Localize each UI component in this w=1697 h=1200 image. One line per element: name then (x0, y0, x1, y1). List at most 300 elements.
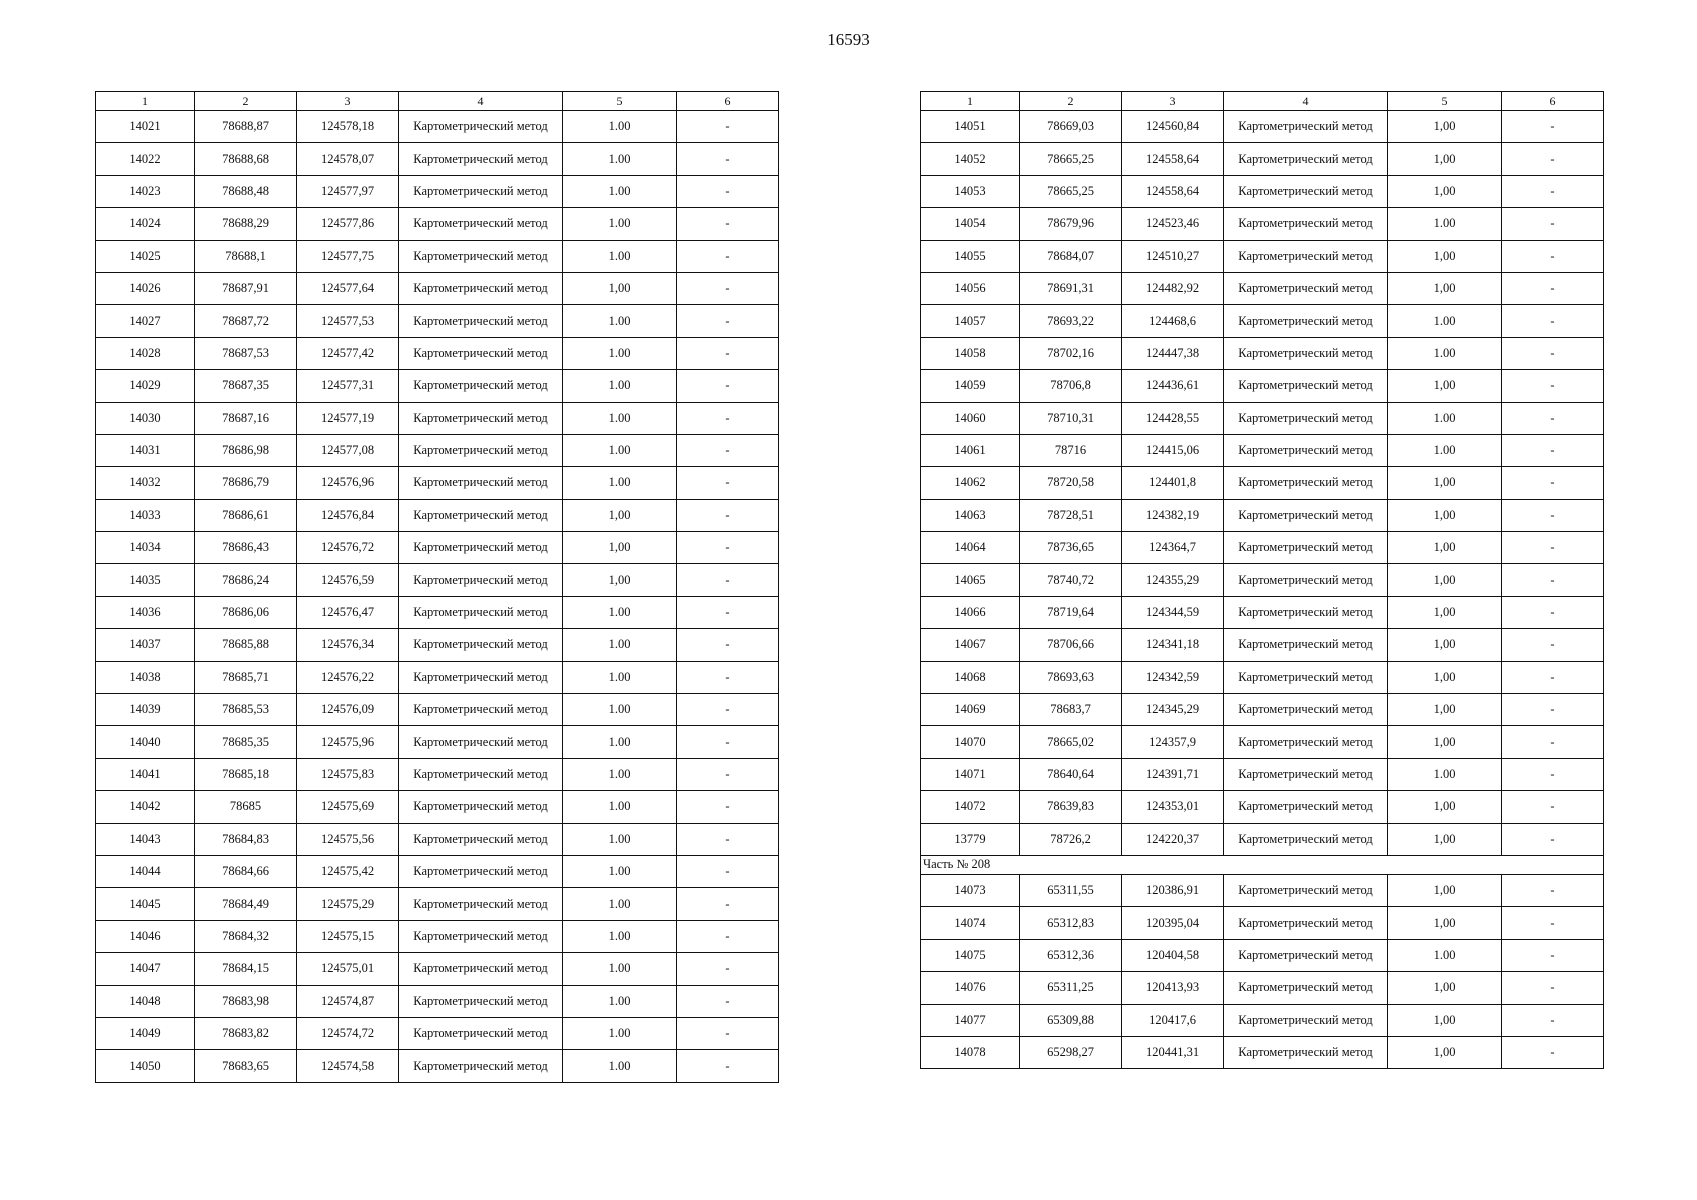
y-coordinate-cell: 124574,72 (297, 1017, 399, 1049)
part-label: Часть № 208 (921, 855, 1604, 874)
x-coordinate-cell: 78688,48 (195, 175, 297, 207)
table-row (921, 596, 1604, 628)
note-cell: - (1502, 972, 1604, 1004)
accuracy-cell: 1,00 (1388, 370, 1502, 402)
table-row (96, 629, 779, 661)
table-row (96, 111, 779, 143)
x-coordinate-cell: 78686,98 (195, 434, 297, 466)
method-cell: Картометрический метод (1224, 564, 1388, 596)
y-coordinate-cell: 124577,08 (297, 434, 399, 466)
table-row (96, 920, 779, 952)
x-coordinate-cell: 78686,06 (195, 596, 297, 628)
x-coordinate-cell: 78687,72 (195, 305, 297, 337)
accuracy-cell: 1.00 (563, 208, 677, 240)
note-cell: - (677, 661, 779, 693)
x-coordinate-cell: 78639,83 (1020, 791, 1122, 823)
table-row (96, 272, 779, 304)
method-cell: Картометрический метод (399, 855, 563, 887)
table-row (96, 823, 779, 855)
point-number-cell: 14061 (921, 434, 1020, 466)
method-cell: Картометрический метод (1224, 823, 1388, 855)
method-cell: Картометрический метод (399, 1017, 563, 1049)
note-cell: - (1502, 467, 1604, 499)
x-coordinate-cell: 65309,88 (1020, 1004, 1122, 1036)
y-coordinate-cell: 124575,83 (297, 758, 399, 790)
x-coordinate-cell: 78684,15 (195, 953, 297, 985)
x-coordinate-cell: 78684,32 (195, 920, 297, 952)
point-number-cell: 14041 (96, 758, 195, 790)
y-coordinate-cell: 124575,29 (297, 888, 399, 920)
point-number-cell: 14026 (96, 272, 195, 304)
table-row (96, 370, 779, 402)
method-cell: Картометрический метод (399, 661, 563, 693)
accuracy-cell: 1,00 (1388, 629, 1502, 661)
method-cell: Картометрический метод (1224, 1036, 1388, 1068)
column-header-3: 3 (1122, 92, 1224, 111)
accuracy-cell: 1,00 (1388, 1004, 1502, 1036)
point-number-cell: 14077 (921, 1004, 1020, 1036)
x-coordinate-cell: 78688,68 (195, 143, 297, 175)
accuracy-cell: 1.00 (563, 661, 677, 693)
table-row (96, 855, 779, 887)
method-cell: Картометрический метод (1224, 532, 1388, 564)
point-number-cell: 14022 (96, 143, 195, 175)
x-coordinate-cell: 65311,55 (1020, 874, 1122, 906)
table-row (921, 532, 1604, 564)
note-cell: - (677, 629, 779, 661)
x-coordinate-cell: 78683,65 (195, 1050, 297, 1082)
table-row (921, 972, 1604, 1004)
point-number-cell: 14067 (921, 629, 1020, 661)
table-row (921, 1004, 1604, 1036)
accuracy-cell: 1.00 (563, 823, 677, 855)
y-coordinate-cell: 120417,6 (1122, 1004, 1224, 1036)
y-coordinate-cell: 124415,06 (1122, 434, 1224, 466)
point-number-cell: 14055 (921, 240, 1020, 272)
point-number-cell: 14078 (921, 1036, 1020, 1068)
x-coordinate-cell: 78686,43 (195, 532, 297, 564)
y-coordinate-cell: 120386,91 (1122, 874, 1224, 906)
accuracy-cell: 1.00 (563, 1017, 677, 1049)
accuracy-cell: 1.00 (563, 434, 677, 466)
accuracy-cell: 1.00 (563, 758, 677, 790)
x-coordinate-cell: 78685,53 (195, 694, 297, 726)
x-coordinate-cell: 78669,03 (1020, 111, 1122, 143)
method-cell: Картометрический метод (1224, 629, 1388, 661)
y-coordinate-cell: 124576,34 (297, 629, 399, 661)
x-coordinate-cell: 78710,31 (1020, 402, 1122, 434)
method-cell: Картометрический метод (399, 1050, 563, 1082)
table-row (921, 240, 1604, 272)
table-row (921, 337, 1604, 369)
table-row (96, 985, 779, 1017)
method-cell: Картометрический метод (399, 175, 563, 207)
note-cell: - (677, 305, 779, 337)
accuracy-cell: 1,00 (1388, 467, 1502, 499)
note-cell: - (1502, 305, 1604, 337)
table-row (96, 175, 779, 207)
table-row (921, 272, 1604, 304)
accuracy-cell: 1,00 (1388, 499, 1502, 531)
y-coordinate-cell: 120395,04 (1122, 907, 1224, 939)
table-row (921, 467, 1604, 499)
accuracy-cell: 1.00 (1388, 402, 1502, 434)
point-number-cell: 14051 (921, 111, 1020, 143)
y-coordinate-cell: 124575,01 (297, 953, 399, 985)
table-row (921, 143, 1604, 175)
x-coordinate-cell: 78686,24 (195, 564, 297, 596)
y-coordinate-cell: 124391,71 (1122, 758, 1224, 790)
y-coordinate-cell: 124364,7 (1122, 532, 1224, 564)
accuracy-cell: 1,00 (1388, 823, 1502, 855)
x-coordinate-cell: 78684,49 (195, 888, 297, 920)
y-coordinate-cell: 124578,07 (297, 143, 399, 175)
table-row (96, 434, 779, 466)
y-coordinate-cell: 124355,29 (1122, 564, 1224, 596)
x-coordinate-cell: 65298,27 (1020, 1036, 1122, 1068)
point-number-cell: 14075 (921, 939, 1020, 971)
method-cell: Картометрический метод (1224, 111, 1388, 143)
note-cell: - (677, 1017, 779, 1049)
accuracy-cell: 1.00 (563, 467, 677, 499)
method-cell: Картометрический метод (1224, 143, 1388, 175)
point-number-cell: 14034 (96, 532, 195, 564)
point-number-cell: 14029 (96, 370, 195, 402)
table-row (921, 499, 1604, 531)
point-number-cell: 14057 (921, 305, 1020, 337)
note-cell: - (677, 1050, 779, 1082)
point-number-cell: 14047 (96, 953, 195, 985)
method-cell: Картометрический метод (399, 337, 563, 369)
accuracy-cell: 1.00 (563, 240, 677, 272)
column-header-4: 4 (1224, 92, 1388, 111)
header-row (96, 92, 779, 111)
method-cell: Картометрический метод (399, 758, 563, 790)
note-cell: - (1502, 1004, 1604, 1036)
note-cell: - (677, 111, 779, 143)
y-coordinate-cell: 124447,38 (1122, 337, 1224, 369)
x-coordinate-cell: 78716 (1020, 434, 1122, 466)
method-cell: Картометрический метод (1224, 596, 1388, 628)
y-coordinate-cell: 124577,42 (297, 337, 399, 369)
note-cell: - (1502, 661, 1604, 693)
table-row (96, 953, 779, 985)
point-number-cell: 14046 (96, 920, 195, 952)
accuracy-cell: 1,00 (1388, 694, 1502, 726)
x-coordinate-cell: 78665,25 (1020, 175, 1122, 207)
method-cell: Картометрический метод (399, 823, 563, 855)
y-coordinate-cell: 124576,84 (297, 499, 399, 531)
x-coordinate-cell: 78684,83 (195, 823, 297, 855)
note-cell: - (1502, 629, 1604, 661)
table-row (921, 874, 1604, 906)
method-cell: Картометрический метод (399, 920, 563, 952)
accuracy-cell: 1,00 (1388, 1036, 1502, 1068)
x-coordinate-cell: 78706,8 (1020, 370, 1122, 402)
note-cell: - (677, 726, 779, 758)
table-row (921, 1036, 1604, 1068)
method-cell: Картометрический метод (1224, 175, 1388, 207)
note-cell: - (1502, 240, 1604, 272)
x-coordinate-cell: 78726,2 (1020, 823, 1122, 855)
x-coordinate-cell: 78728,51 (1020, 499, 1122, 531)
table-row (921, 694, 1604, 726)
y-coordinate-cell: 120441,31 (1122, 1036, 1224, 1068)
y-coordinate-cell: 124577,86 (297, 208, 399, 240)
x-coordinate-cell: 78740,72 (1020, 564, 1122, 596)
accuracy-cell: 1.00 (563, 370, 677, 402)
accuracy-cell: 1.00 (563, 726, 677, 758)
column-header-6: 6 (677, 92, 779, 111)
point-number-cell: 14050 (96, 1050, 195, 1082)
note-cell: - (677, 823, 779, 855)
note-cell: - (677, 337, 779, 369)
note-cell: - (677, 143, 779, 175)
note-cell: - (677, 467, 779, 499)
x-coordinate-cell: 78693,63 (1020, 661, 1122, 693)
note-cell: - (1502, 111, 1604, 143)
table-row (96, 758, 779, 790)
note-cell: - (1502, 564, 1604, 596)
x-coordinate-cell: 78691,31 (1020, 272, 1122, 304)
table-row (921, 791, 1604, 823)
x-coordinate-cell: 78688,29 (195, 208, 297, 240)
y-coordinate-cell: 124577,97 (297, 175, 399, 207)
x-coordinate-cell: 78736,65 (1020, 532, 1122, 564)
y-coordinate-cell: 124576,72 (297, 532, 399, 564)
point-number-cell: 14038 (96, 661, 195, 693)
coordinates-table-right (920, 91, 1604, 1069)
method-cell: Картометрический метод (399, 694, 563, 726)
point-number-cell: 14065 (921, 564, 1020, 596)
point-number-cell: 14052 (921, 143, 1020, 175)
method-cell: Картометрический метод (399, 985, 563, 1017)
accuracy-cell: 1.00 (563, 953, 677, 985)
note-cell: - (677, 758, 779, 790)
accuracy-cell: 1.00 (563, 888, 677, 920)
accuracy-cell: 1.00 (563, 1050, 677, 1082)
table-row (96, 726, 779, 758)
method-cell: Картометрический метод (399, 402, 563, 434)
accuracy-cell: 1,00 (1388, 240, 1502, 272)
point-number-cell: 14031 (96, 434, 195, 466)
method-cell: Картометрический метод (399, 629, 563, 661)
accuracy-cell: 1.00 (563, 402, 677, 434)
point-number-cell: 14060 (921, 402, 1020, 434)
x-coordinate-cell: 78685,88 (195, 629, 297, 661)
note-cell: - (1502, 208, 1604, 240)
y-coordinate-cell: 124577,31 (297, 370, 399, 402)
point-number-cell: 14043 (96, 823, 195, 855)
method-cell: Картометрический метод (1224, 939, 1388, 971)
table-row (96, 143, 779, 175)
x-coordinate-cell: 78685 (195, 791, 297, 823)
column-header-1: 1 (96, 92, 195, 111)
x-coordinate-cell: 78665,25 (1020, 143, 1122, 175)
y-coordinate-cell: 124577,19 (297, 402, 399, 434)
point-number-cell: 14032 (96, 467, 195, 499)
point-number-cell: 14063 (921, 499, 1020, 531)
note-cell: - (677, 499, 779, 531)
column-header-2: 2 (195, 92, 297, 111)
y-coordinate-cell: 124575,56 (297, 823, 399, 855)
point-number-cell: 14053 (921, 175, 1020, 207)
method-cell: Картометрический метод (399, 596, 563, 628)
note-cell: - (1502, 175, 1604, 207)
y-coordinate-cell: 124482,92 (1122, 272, 1224, 304)
method-cell: Картометрический метод (399, 953, 563, 985)
point-number-cell: 14023 (96, 175, 195, 207)
note-cell: - (677, 791, 779, 823)
table-row (921, 434, 1604, 466)
column-header-2: 2 (1020, 92, 1122, 111)
column-header-5: 5 (563, 92, 677, 111)
page-number: 16593 (827, 30, 870, 49)
table-row (96, 791, 779, 823)
table-row (96, 888, 779, 920)
method-cell: Картометрический метод (1224, 758, 1388, 790)
y-coordinate-cell: 124558,64 (1122, 175, 1224, 207)
point-number-cell: 14030 (96, 402, 195, 434)
y-coordinate-cell: 124468,6 (1122, 305, 1224, 337)
x-coordinate-cell: 78693,22 (1020, 305, 1122, 337)
note-cell: - (1502, 434, 1604, 466)
y-coordinate-cell: 124575,96 (297, 726, 399, 758)
method-cell: Картометрический метод (1224, 402, 1388, 434)
note-cell: - (677, 370, 779, 402)
y-coordinate-cell: 124578,18 (297, 111, 399, 143)
accuracy-cell: 1.00 (563, 985, 677, 1017)
note-cell: - (1502, 694, 1604, 726)
point-number-cell: 13779 (921, 823, 1020, 855)
point-number-cell: 14073 (921, 874, 1020, 906)
note-cell: - (677, 694, 779, 726)
x-coordinate-cell: 78720,58 (1020, 467, 1122, 499)
note-cell: - (677, 532, 779, 564)
table-row (921, 907, 1604, 939)
table-row (921, 175, 1604, 207)
point-number-cell: 14056 (921, 272, 1020, 304)
note-cell: - (677, 920, 779, 952)
point-number-cell: 14028 (96, 337, 195, 369)
note-cell: - (1502, 874, 1604, 906)
method-cell: Картометрический метод (399, 370, 563, 402)
method-cell: Картометрический метод (1224, 208, 1388, 240)
method-cell: Картометрический метод (1224, 907, 1388, 939)
method-cell: Картометрический метод (1224, 434, 1388, 466)
x-coordinate-cell: 65312,83 (1020, 907, 1122, 939)
x-coordinate-cell: 78686,79 (195, 467, 297, 499)
note-cell: - (1502, 758, 1604, 790)
point-number-cell: 14068 (921, 661, 1020, 693)
accuracy-cell: 1.00 (563, 111, 677, 143)
note-cell: - (1502, 596, 1604, 628)
method-cell: Картометрический метод (1224, 467, 1388, 499)
note-cell: - (677, 208, 779, 240)
method-cell: Картометрический метод (399, 111, 563, 143)
y-coordinate-cell: 124576,96 (297, 467, 399, 499)
note-cell: - (677, 888, 779, 920)
x-coordinate-cell: 78685,18 (195, 758, 297, 790)
note-cell: - (677, 985, 779, 1017)
accuracy-cell: 1.00 (1388, 305, 1502, 337)
method-cell: Картометрический метод (1224, 370, 1388, 402)
x-coordinate-cell: 78687,16 (195, 402, 297, 434)
x-coordinate-cell: 78685,71 (195, 661, 297, 693)
y-coordinate-cell: 120413,93 (1122, 972, 1224, 1004)
y-coordinate-cell: 124357,9 (1122, 726, 1224, 758)
method-cell: Картометрический метод (399, 564, 563, 596)
method-cell: Картометрический метод (1224, 1004, 1388, 1036)
x-coordinate-cell: 78687,35 (195, 370, 297, 402)
accuracy-cell: 1,00 (1388, 143, 1502, 175)
y-coordinate-cell: 124575,42 (297, 855, 399, 887)
table-row (921, 402, 1604, 434)
point-number-cell: 14021 (96, 111, 195, 143)
point-number-cell: 14072 (921, 791, 1020, 823)
x-coordinate-cell: 65311,25 (1020, 972, 1122, 1004)
table-row (921, 758, 1604, 790)
table-row (96, 499, 779, 531)
x-coordinate-cell: 78686,61 (195, 499, 297, 531)
accuracy-cell: 1,00 (1388, 596, 1502, 628)
method-cell: Картометрический метод (1224, 661, 1388, 693)
note-cell: - (677, 855, 779, 887)
method-cell: Картометрический метод (1224, 791, 1388, 823)
point-number-cell: 14049 (96, 1017, 195, 1049)
x-coordinate-cell: 78687,53 (195, 337, 297, 369)
note-cell: - (1502, 402, 1604, 434)
table-row (96, 694, 779, 726)
table-row (96, 1017, 779, 1049)
method-cell: Картометрический метод (1224, 874, 1388, 906)
accuracy-cell: 1,00 (1388, 661, 1502, 693)
table-row (921, 726, 1604, 758)
accuracy-cell: 1.00 (1388, 939, 1502, 971)
table-row (96, 532, 779, 564)
table-row (921, 564, 1604, 596)
note-cell: - (677, 272, 779, 304)
accuracy-cell: 1,00 (1388, 564, 1502, 596)
accuracy-cell: 1.00 (1388, 337, 1502, 369)
point-number-cell: 14045 (96, 888, 195, 920)
y-coordinate-cell: 124344,59 (1122, 596, 1224, 628)
y-coordinate-cell: 124428,55 (1122, 402, 1224, 434)
method-cell: Картометрический метод (399, 434, 563, 466)
accuracy-cell: 1.00 (563, 175, 677, 207)
y-coordinate-cell: 124353,01 (1122, 791, 1224, 823)
y-coordinate-cell: 124523,46 (1122, 208, 1224, 240)
table-row (96, 1050, 779, 1082)
method-cell: Картометрический метод (399, 143, 563, 175)
accuracy-cell: 1.00 (563, 920, 677, 952)
accuracy-cell: 1.00 (1388, 758, 1502, 790)
column-header-3: 3 (297, 92, 399, 111)
accuracy-cell: 1,00 (1388, 175, 1502, 207)
y-coordinate-cell: 124345,29 (1122, 694, 1224, 726)
point-number-cell: 14058 (921, 337, 1020, 369)
y-coordinate-cell: 124576,59 (297, 564, 399, 596)
point-number-cell: 14066 (921, 596, 1020, 628)
y-coordinate-cell: 124401,8 (1122, 467, 1224, 499)
accuracy-cell: 1,00 (1388, 907, 1502, 939)
y-coordinate-cell: 124574,58 (297, 1050, 399, 1082)
point-number-cell: 14036 (96, 596, 195, 628)
y-coordinate-cell: 120404,58 (1122, 939, 1224, 971)
method-cell: Картометрический метод (399, 467, 563, 499)
point-number-cell: 14071 (921, 758, 1020, 790)
x-coordinate-cell: 78702,16 (1020, 337, 1122, 369)
